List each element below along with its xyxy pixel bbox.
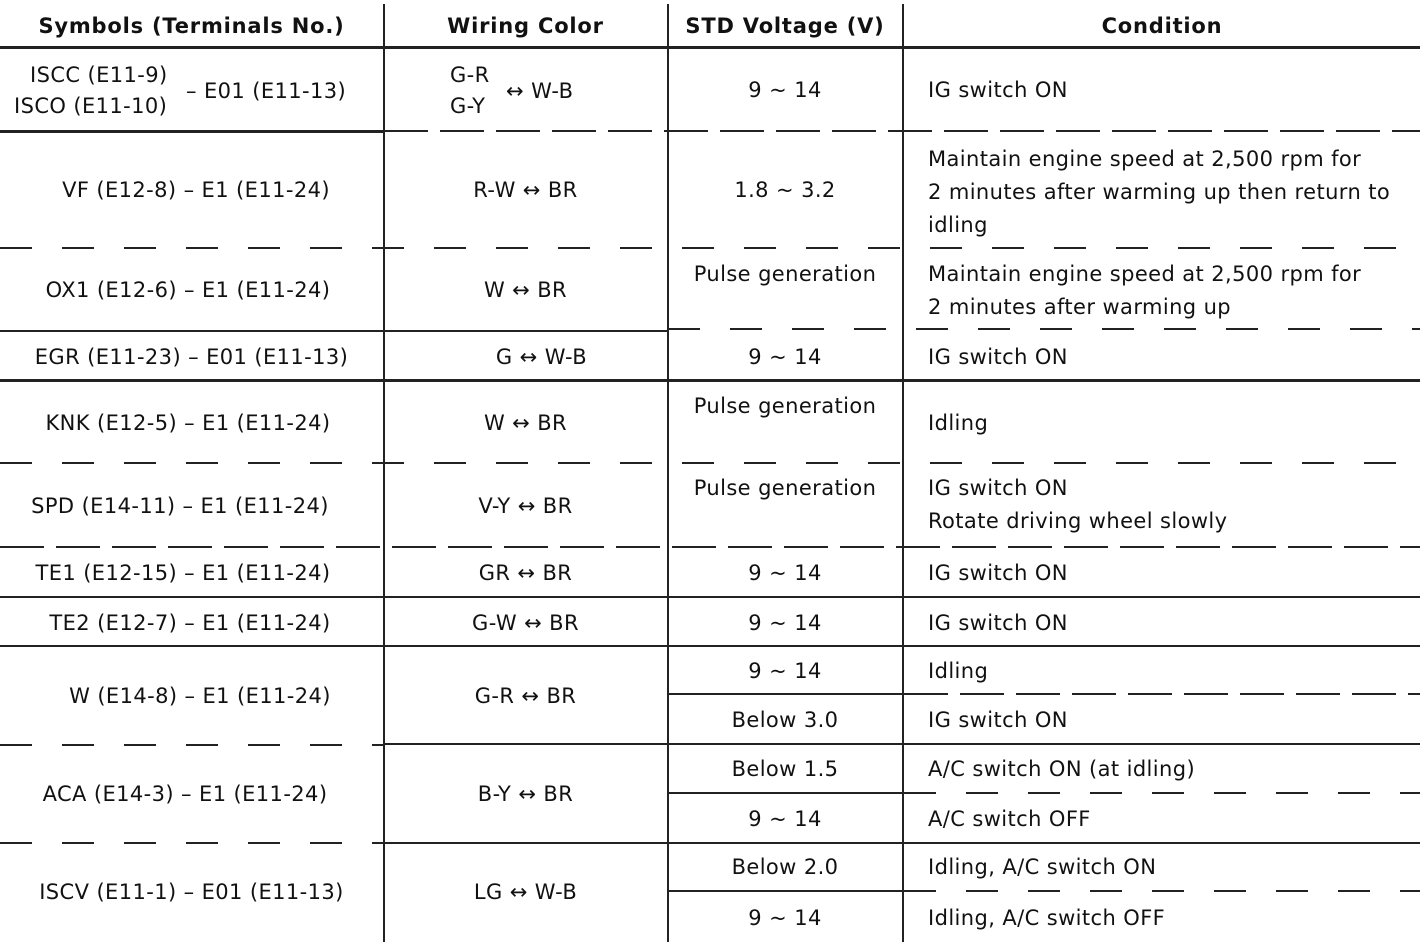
voltage-cell: 9 ~ 14 bbox=[748, 77, 822, 102]
voltage-cell: 9 ~ 14 bbox=[748, 344, 822, 369]
wiring-cell: G-R ↔ BR bbox=[474, 683, 577, 708]
row-rule bbox=[0, 130, 383, 133]
symbol-cell: KNK (E12-5) – E1 (E11-24) bbox=[45, 410, 331, 435]
row-rule bbox=[0, 379, 1420, 382]
voltage-cell: 9 ~ 14 bbox=[748, 905, 822, 930]
wiring-line: G-Y bbox=[450, 94, 486, 118]
condition-cell: IG switch ON bbox=[928, 610, 1068, 635]
row-rule bbox=[0, 247, 1420, 249]
row-rule bbox=[384, 842, 1420, 844]
symbol-cell: ISCV (E11-1) – E01 (E11-13) bbox=[39, 879, 344, 904]
row-rule bbox=[0, 546, 1420, 548]
row-rule bbox=[384, 130, 1420, 132]
condition-cell bbox=[928, 466, 1420, 546]
voltage-cell: 9 ~ 14 bbox=[748, 806, 822, 831]
condition-line: IG switch ON bbox=[928, 476, 1068, 500]
condition-cell: Idling, A/C switch OFF bbox=[928, 905, 1166, 930]
symbol-line: ISCO (E11-10) bbox=[14, 94, 168, 118]
header-std-voltage: STD Voltage (V) bbox=[685, 13, 885, 38]
wiring-cell: G-W ↔ BR bbox=[472, 610, 579, 635]
condition-cell: IG switch ON bbox=[928, 560, 1068, 585]
symbol-cell: TE1 (E12-15) – E1 (E11-24) bbox=[35, 560, 331, 585]
symbol-line: ISCC (E11-9) bbox=[30, 63, 168, 87]
condition-cell: Idling bbox=[928, 658, 989, 683]
header-rule bbox=[0, 46, 1420, 49]
header-wiring-color: Wiring Color bbox=[447, 13, 604, 38]
symbol-cell: OX1 (E12-6) – E1 (E11-24) bbox=[45, 277, 331, 302]
subrow-rule bbox=[904, 792, 1420, 794]
wiring-cell: B-Y ↔ BR bbox=[477, 781, 574, 806]
condition-cell: IG switch ON bbox=[928, 707, 1068, 732]
symbol-cell: TE2 (E12-7) – E1 (E11-24) bbox=[49, 610, 331, 635]
wiring-tail: ↔ W-B bbox=[506, 79, 574, 103]
wiring-cell: W ↔ BR bbox=[483, 410, 568, 435]
row-rule bbox=[0, 744, 383, 746]
subrow-rule bbox=[668, 693, 904, 695]
symbol-cell: VF (E12-8) – E1 (E11-24) bbox=[62, 177, 330, 202]
wiring-cell: GR ↔ BR bbox=[478, 560, 573, 585]
subrow-rule bbox=[668, 890, 904, 892]
wiring-cell: W ↔ BR bbox=[483, 277, 568, 302]
condition-cell: Idling, A/C switch ON bbox=[928, 854, 1157, 879]
wiring-cell: R-W ↔ BR bbox=[473, 177, 578, 202]
wiring-cell: V-Y ↔ BR bbox=[478, 493, 573, 518]
condition-line: 2 minutes after warming up then return to bbox=[928, 179, 1391, 204]
row-rule bbox=[0, 462, 1420, 464]
condition-line: Maintain engine speed at 2,500 rpm for bbox=[928, 262, 1362, 286]
wiring-line: G-R bbox=[450, 63, 490, 87]
voltage-cell: Pulse generation bbox=[693, 476, 877, 500]
condition-line: Maintain engine speed at 2,500 rpm for bbox=[928, 146, 1362, 171]
voltage-cell: Below 2.0 bbox=[731, 854, 839, 879]
row-rule bbox=[384, 743, 1420, 745]
row-rule bbox=[0, 842, 383, 844]
symbol-tail: – E01 (E11-13) bbox=[186, 79, 347, 103]
column-divider bbox=[902, 4, 904, 942]
condition-cell bbox=[928, 140, 1420, 244]
voltage-cell: 9 ~ 14 bbox=[748, 560, 822, 585]
row-rule bbox=[668, 328, 1420, 330]
wiring-cell: G ↔ W-B bbox=[495, 344, 588, 369]
condition-line: idling bbox=[928, 212, 988, 237]
row-rule bbox=[0, 596, 1420, 598]
header-symbols: Symbols (Terminals No.) bbox=[38, 13, 345, 38]
condition-cell: A/C switch ON (at idling) bbox=[928, 756, 1196, 781]
condition-line: Rotate driving wheel slowly bbox=[928, 509, 1228, 533]
condition-cell: IG switch ON bbox=[928, 77, 1068, 102]
subrow-rule bbox=[904, 693, 1420, 695]
symbol-cell: ACA (E14-3) – E1 (E11-24) bbox=[42, 781, 328, 806]
voltage-cell: Pulse generation bbox=[693, 262, 877, 286]
symbol-cell: SPD (E14-11) – E1 (E11-24) bbox=[31, 493, 329, 518]
row-rule bbox=[0, 645, 1420, 647]
symbol-cell: W (E14-8) – E1 (E11-24) bbox=[69, 683, 331, 708]
condition-cell: Idling bbox=[928, 410, 989, 435]
voltage-cell: Below 3.0 bbox=[731, 707, 839, 732]
subrow-rule bbox=[904, 890, 1420, 892]
wiring-cell: LG ↔ W-B bbox=[473, 879, 578, 904]
voltage-cell: 1.8 ~ 3.2 bbox=[734, 177, 836, 202]
subrow-rule bbox=[668, 792, 904, 794]
voltage-cell: 9 ~ 14 bbox=[748, 610, 822, 635]
header-condition: Condition bbox=[1101, 13, 1223, 38]
condition-cell: IG switch ON bbox=[928, 344, 1068, 369]
row-rule bbox=[0, 330, 667, 332]
voltage-cell: Pulse generation bbox=[693, 394, 877, 418]
condition-line: 2 minutes after warming up bbox=[928, 295, 1232, 319]
voltage-cell: 9 ~ 14 bbox=[748, 658, 822, 683]
condition-cell: A/C switch OFF bbox=[928, 806, 1091, 831]
voltage-cell: Below 1.5 bbox=[731, 756, 839, 781]
symbol-cell: EGR (E11-23) – E01 (E11-13) bbox=[34, 344, 349, 369]
condition-cell bbox=[928, 250, 1420, 330]
